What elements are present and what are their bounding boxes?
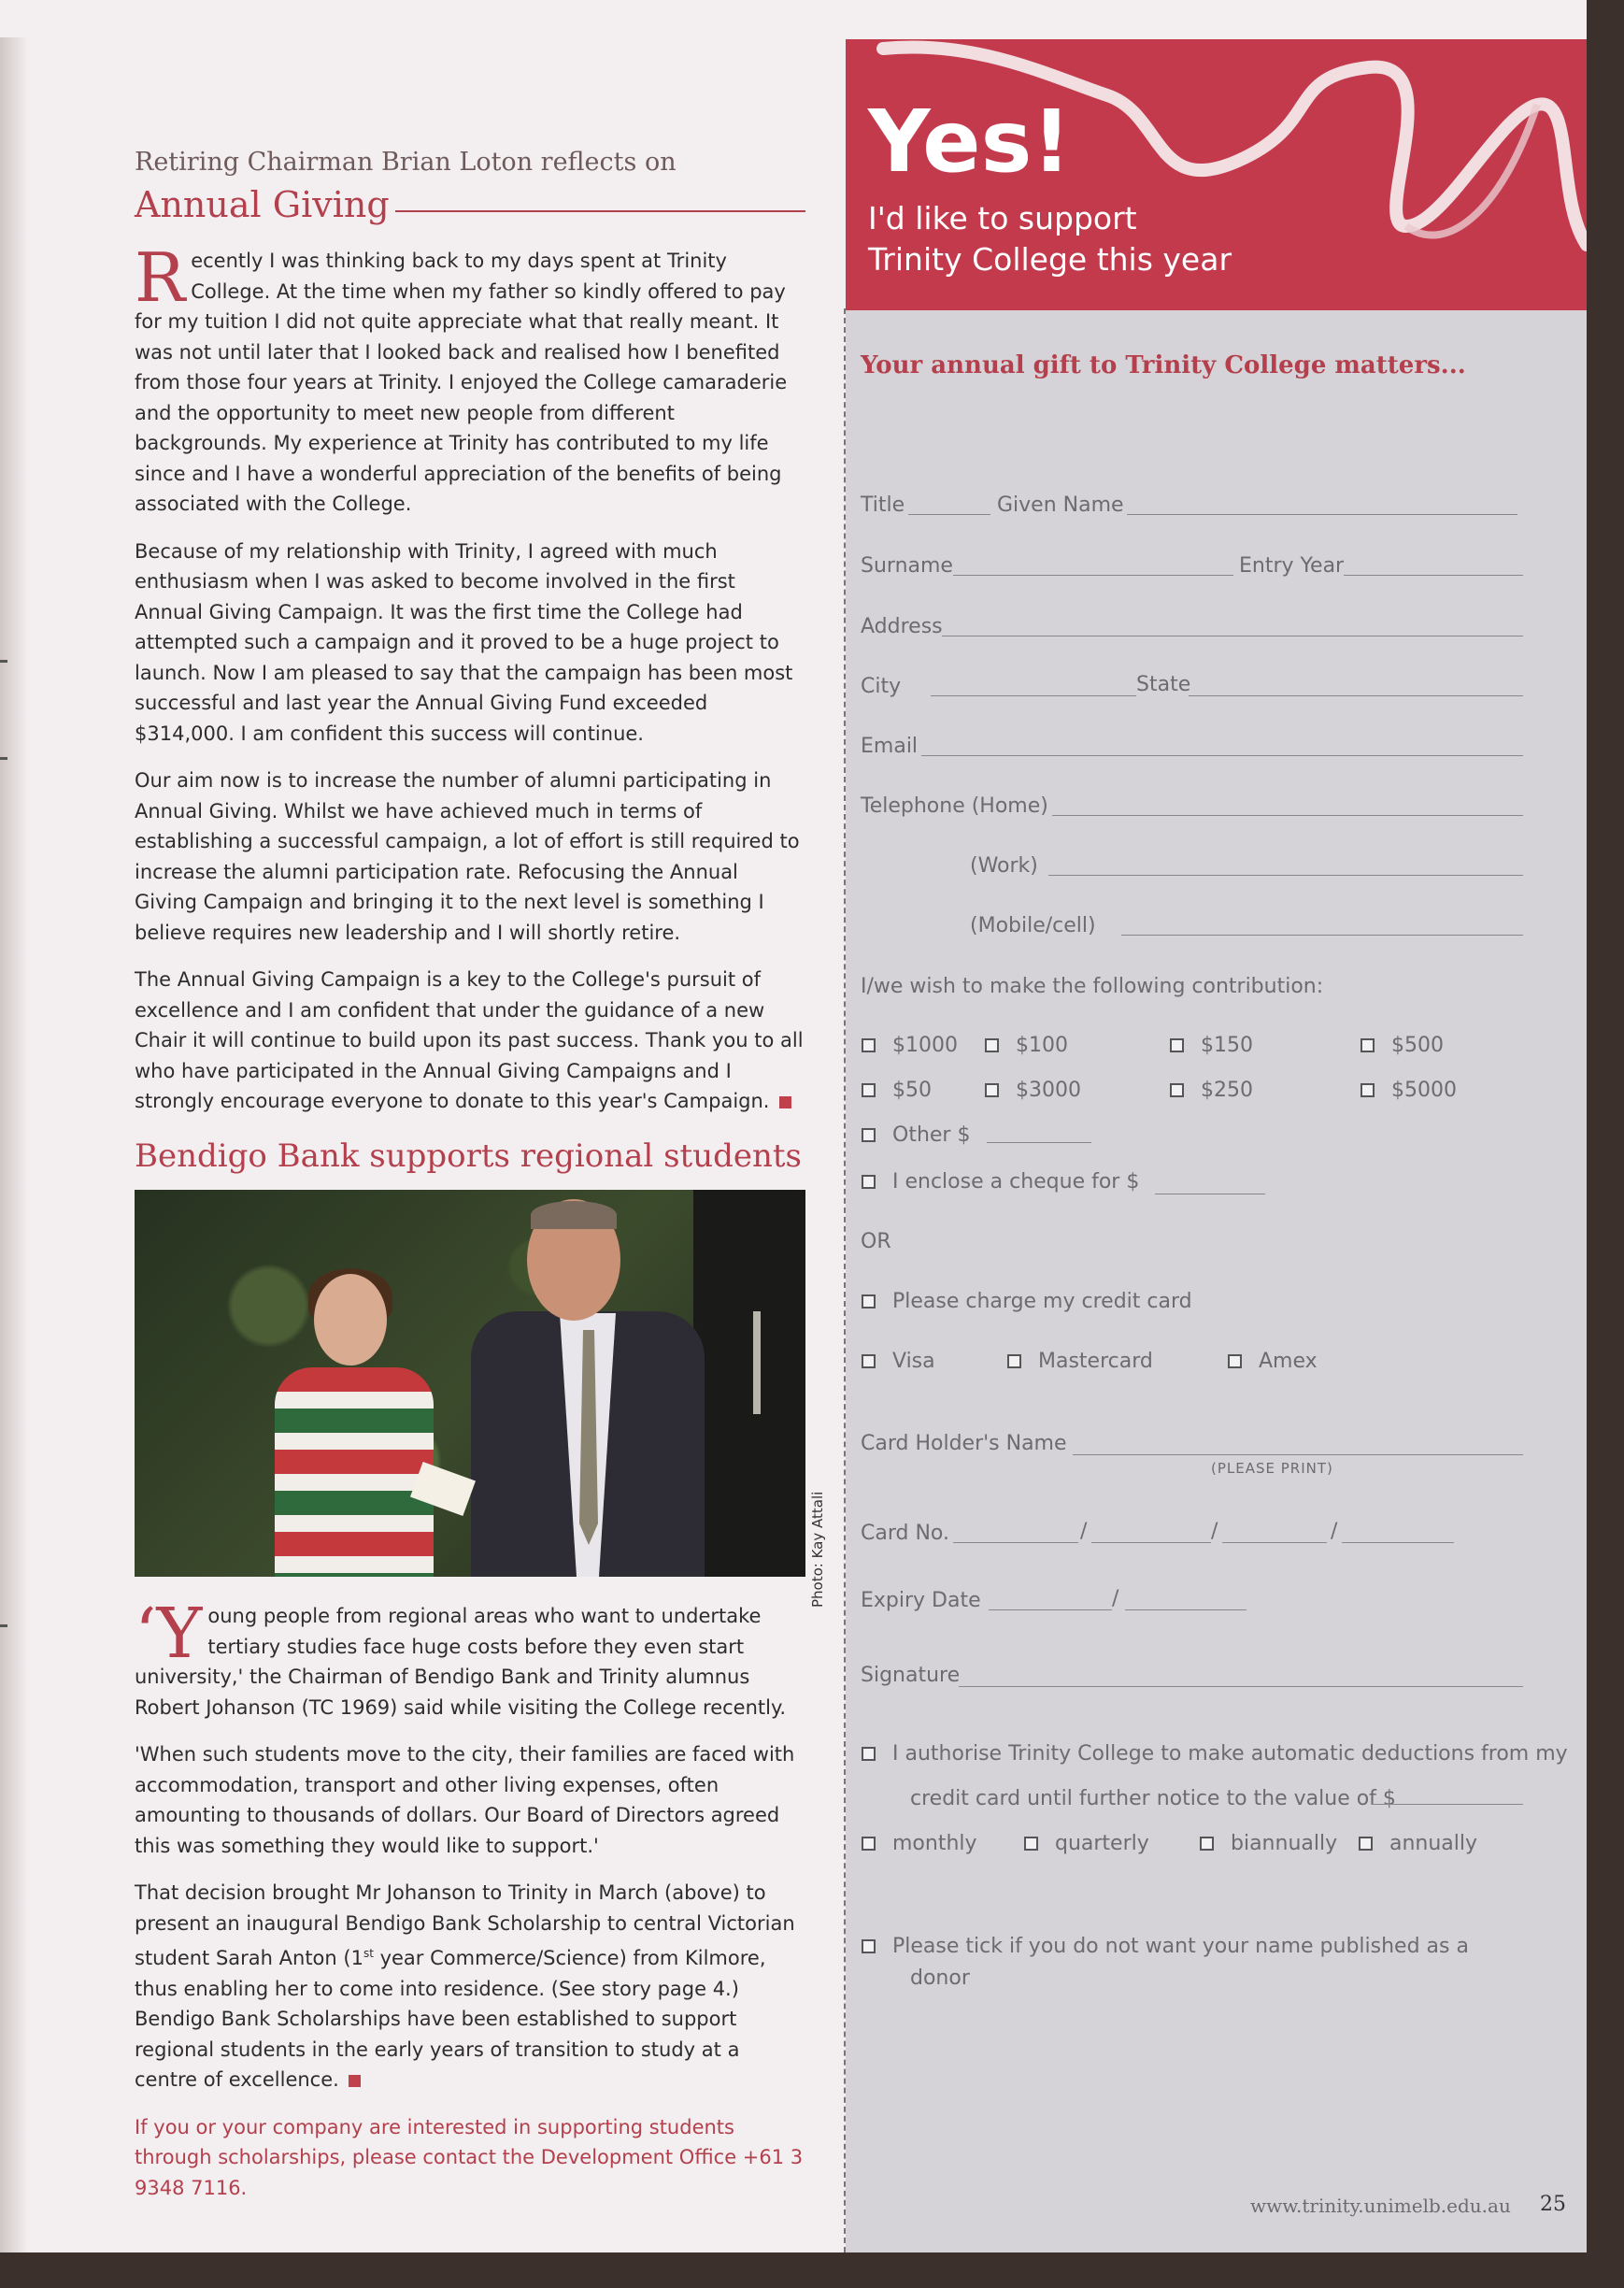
card-no-segment[interactable] xyxy=(1091,1542,1211,1543)
signature-field[interactable] xyxy=(959,1686,1523,1687)
footer-url: www.trinity.unimelb.edu.au xyxy=(1250,2195,1511,2217)
authorise-label-2: credit card until further notice to the value of $ xyxy=(910,1787,1396,1810)
amount-label: $250 xyxy=(1201,1079,1253,1102)
state-field[interactable] xyxy=(1189,695,1523,696)
anonymous-label: Please tick if you do not want your name published as a xyxy=(892,1935,1469,1958)
checkbox[interactable] xyxy=(862,1175,876,1189)
checkbox[interactable] xyxy=(1360,1083,1375,1097)
signature-label: Signature xyxy=(861,1664,961,1687)
paragraph xyxy=(135,238,805,520)
paragraph: Because of my relationship with Trinity, I agreed with much enthusiasm when I was asked to become involved in the first Annual Giving Campaign. It was the first time the College had attempted such a campaign and it proved to be a huge project to launch. Now I am pleased to say that the campaign has been most successful and last year the Annual Giving Fund exceeded $314,000. I am confident this success will continue. xyxy=(135,539,793,745)
amount-option[interactable] xyxy=(1170,1079,1253,1102)
card-no-label: Card No. xyxy=(861,1522,949,1545)
checkbox[interactable] xyxy=(862,1837,876,1851)
authorise-label: I authorise Trinity College to make automatic deductions from my xyxy=(892,1742,1568,1766)
given-name-field[interactable] xyxy=(1127,514,1517,515)
end-mark-icon xyxy=(779,1096,791,1108)
card-type-option[interactable] xyxy=(1007,1350,1153,1373)
photo-rugby-top xyxy=(275,1367,434,1577)
credit-card-option[interactable] xyxy=(862,1290,1192,1313)
amount-option[interactable] xyxy=(862,1079,932,1102)
title-field[interactable] xyxy=(908,514,990,515)
form-heading: Your annual gift to Trinity College matters... xyxy=(861,351,1466,379)
edge-mark xyxy=(0,757,7,760)
cut-line xyxy=(844,308,846,2252)
city-field[interactable] xyxy=(931,695,1136,696)
card-type-label: Amex xyxy=(1259,1350,1318,1373)
tel-mobile-field[interactable] xyxy=(1121,935,1523,936)
photo-door xyxy=(693,1190,805,1577)
surname-field[interactable] xyxy=(953,575,1233,576)
card-no-separator: / xyxy=(1211,1520,1218,1543)
photo-head xyxy=(314,1274,387,1366)
checkbox[interactable] xyxy=(862,1939,876,1953)
entry-year-label: Entry Year xyxy=(1239,554,1345,578)
banner-subtitle xyxy=(868,198,1232,280)
amount-label: $1000 xyxy=(892,1034,958,1057)
checkbox[interactable] xyxy=(1170,1038,1184,1052)
edge-mark xyxy=(0,1624,7,1627)
checkbox[interactable] xyxy=(862,1083,876,1097)
contact-note: If you or your company are interested in supporting students through scholarships, please contact the Development Office +61 3 9348 7116. xyxy=(135,2115,804,2199)
other-amount-field[interactable] xyxy=(987,1142,1091,1143)
superscript: st xyxy=(363,1947,374,1960)
authorise-amount-field[interactable] xyxy=(1372,1804,1523,1805)
tel-home-field[interactable] xyxy=(1052,815,1523,816)
checkbox[interactable] xyxy=(1359,1837,1373,1851)
or-label: OR xyxy=(861,1230,891,1253)
frequency-label: annually xyxy=(1389,1832,1478,1855)
checkbox[interactable] xyxy=(1200,1837,1214,1851)
address-label: Address xyxy=(861,615,943,638)
checkbox[interactable] xyxy=(985,1083,999,1097)
amount-label: $500 xyxy=(1391,1034,1444,1057)
photo-credit: Photo: Kay Attali xyxy=(809,1491,826,1608)
other-label: Other $ xyxy=(892,1123,971,1147)
amount-option[interactable] xyxy=(1360,1034,1444,1057)
amount-label: $150 xyxy=(1201,1034,1253,1057)
card-holder-field[interactable] xyxy=(1073,1454,1523,1455)
paragraph-text: That decision brought Mr Johanson to Trinity in March (above) to present an inaugural Bendigo Bank Scholarship to central Victorian student Sarah Anton (1 xyxy=(135,1881,795,1969)
checkbox[interactable] xyxy=(1170,1083,1184,1097)
card-type-option[interactable] xyxy=(862,1350,935,1373)
drop-cap: R xyxy=(135,238,186,317)
please-print-note: (PLEASE PRINT) xyxy=(1211,1460,1333,1477)
title-label: Title xyxy=(861,493,905,517)
checkbox[interactable] xyxy=(862,1128,876,1142)
article-title xyxy=(135,183,805,225)
card-no-segment[interactable] xyxy=(1342,1542,1454,1543)
photo xyxy=(135,1190,805,1577)
frequency-label: quarterly xyxy=(1055,1832,1149,1855)
amount-label: $50 xyxy=(892,1079,932,1102)
card-no-segment[interactable] xyxy=(1222,1542,1327,1543)
surname-label: Surname xyxy=(861,554,953,578)
card-no-segment[interactable] xyxy=(953,1542,1078,1543)
yes-banner xyxy=(846,39,1587,310)
left-column xyxy=(135,140,805,2220)
contribution-prompt: I/we wish to make the following contribution: xyxy=(861,975,1324,998)
card-type-label: Mastercard xyxy=(1038,1350,1153,1373)
paragraph xyxy=(135,1878,805,2095)
drop-cap: ‘Y xyxy=(135,1594,203,1674)
paragraph xyxy=(135,1594,805,1723)
banner-headline: Yes! xyxy=(868,92,1072,192)
frequency-option[interactable] xyxy=(862,1832,977,1855)
checkbox[interactable] xyxy=(1228,1354,1242,1368)
paragraph-text: ecently I was thinking back to my days spent at Trinity College. At the time when my father so kindly offered to pay for my tuition I did not quite appreciate what that really meant. It was not until later that I looked back and realised how I benefited from those four years at Trinity. I enjoyed the College camaraderie and the opportunity to meet new people from different backgrounds. My experience at Trinity has contributed to my life since and I have a wonderful appreciation of the benefits of being associated with the College. xyxy=(135,250,788,515)
checkbox[interactable] xyxy=(1007,1354,1021,1368)
tel-mobile-label: (Mobile/cell) xyxy=(970,914,1096,937)
amount-label: $100 xyxy=(1016,1034,1068,1057)
edge-mark xyxy=(0,660,7,663)
checkbox[interactable] xyxy=(862,1747,876,1761)
photo-student xyxy=(275,1274,434,1577)
tel-work-field[interactable] xyxy=(1048,875,1523,876)
photo-man xyxy=(471,1199,705,1577)
end-mark-icon xyxy=(349,2075,361,2087)
other-amount-option[interactable] xyxy=(862,1123,970,1147)
cheque-option[interactable] xyxy=(862,1170,1139,1194)
checkbox[interactable] xyxy=(1360,1038,1375,1052)
title-rule xyxy=(395,210,805,212)
photo-door-handle xyxy=(753,1311,761,1414)
frequency-label: biannually xyxy=(1231,1832,1338,1855)
card-no-separator: / xyxy=(1331,1520,1338,1543)
given-name-label: Given Name xyxy=(997,493,1124,517)
amount-option[interactable] xyxy=(1360,1079,1457,1102)
amount-option[interactable] xyxy=(985,1079,1081,1102)
banner-line-1: I'd like to support xyxy=(868,200,1137,236)
frequency-option[interactable] xyxy=(1200,1832,1337,1855)
page-number: 25 xyxy=(1540,2193,1566,2216)
credit-card-label: Please charge my credit card xyxy=(892,1290,1192,1313)
city-label: City xyxy=(861,675,902,698)
photo-hair xyxy=(531,1201,617,1229)
frequency-label: monthly xyxy=(892,1832,977,1855)
article-title-text: Annual Giving xyxy=(135,183,390,225)
page-binding xyxy=(0,37,28,2252)
paragraph-text: The Annual Giving Campaign is a key to the College's pursuit of excellence and I am confident that under the guidance of a new Chair it will continue to build upon its past success. Thank you to all who have participated in the Annual Giving Campaigns and I strongly encourage everyone to donate to this year's Campaign. xyxy=(135,968,804,1112)
amount-label: $3000 xyxy=(1016,1079,1081,1102)
checkbox[interactable] xyxy=(985,1038,999,1052)
expiry-year-field[interactable] xyxy=(1125,1609,1246,1610)
paragraph-text: year Commerce/Science) from Kilmore, thus enabling her to come into residence. (See story page 4.) Bendigo Bank Scholarships have been established to support regional students in the early years of transition to study at a centre of excellence. xyxy=(135,1947,766,2091)
article-kicker: Retiring Chairman Brian Loton reflects on xyxy=(135,148,677,177)
checkbox[interactable] xyxy=(862,1354,876,1368)
authorise-option[interactable] xyxy=(862,1742,1568,1766)
anonymous-label-2: donor xyxy=(910,1966,970,1990)
paragraph xyxy=(135,965,805,1117)
card-type-option[interactable] xyxy=(1228,1350,1318,1373)
amount-label: $5000 xyxy=(1391,1079,1457,1102)
anonymous-option[interactable] xyxy=(862,1935,1469,1958)
email-field[interactable] xyxy=(921,755,1523,756)
expiry-separator: / xyxy=(1112,1587,1119,1610)
card-type-label: Visa xyxy=(892,1350,935,1373)
paragraph-text: oung people from regional areas who want to undertake tertiary studies face huge costs before they even start university,' the Chairman of Bendigo Bank and Trinity alumnus Robert Johanson (TC 1969) said while visiting the College recently. xyxy=(135,1605,787,1719)
tel-work-label: (Work) xyxy=(970,854,1038,878)
checkbox[interactable] xyxy=(862,1038,876,1052)
entry-year-field[interactable] xyxy=(1344,575,1523,576)
paragraph: Our aim now is to increase the number of alumni participating in Annual Giving. Whilst we have achieved much in terms of establishing a successful campaign, a lot of effort is still required to increase the alumni participation rate. Refocusing the Annual Giving Campaign and bringing it to the next level is something I believe requires new leadership and I will shortly retire. xyxy=(135,769,800,944)
amount-option[interactable] xyxy=(1170,1034,1253,1057)
card-holder-label: Card Holder's Name xyxy=(861,1432,1067,1455)
tel-home-label: Telephone (Home) xyxy=(861,794,1048,818)
frequency-option[interactable] xyxy=(1024,1832,1149,1855)
cheque-label: I enclose a cheque for $ xyxy=(892,1170,1140,1194)
amount-option[interactable] xyxy=(862,1034,958,1057)
expiry-month-field[interactable] xyxy=(989,1609,1112,1610)
checkbox[interactable] xyxy=(1024,1837,1038,1851)
card-no-separator: / xyxy=(1080,1520,1088,1543)
expiry-label: Expiry Date xyxy=(861,1589,981,1612)
checkbox[interactable] xyxy=(862,1294,876,1308)
banner-line-2: Trinity College this year xyxy=(868,241,1232,278)
article2-title: Bendigo Bank supports regional students xyxy=(135,1137,802,1175)
state-label: State xyxy=(1136,673,1191,696)
amount-option[interactable] xyxy=(985,1034,1068,1057)
paragraph: 'When such students move to the city, their families are faced with accommodation, transport and other living expenses, often amounting to thousands of dollars. Our Board of Directors agreed this was something they would like to support.' xyxy=(135,1743,795,1857)
frequency-option[interactable] xyxy=(1359,1832,1477,1855)
email-label: Email xyxy=(861,735,919,758)
